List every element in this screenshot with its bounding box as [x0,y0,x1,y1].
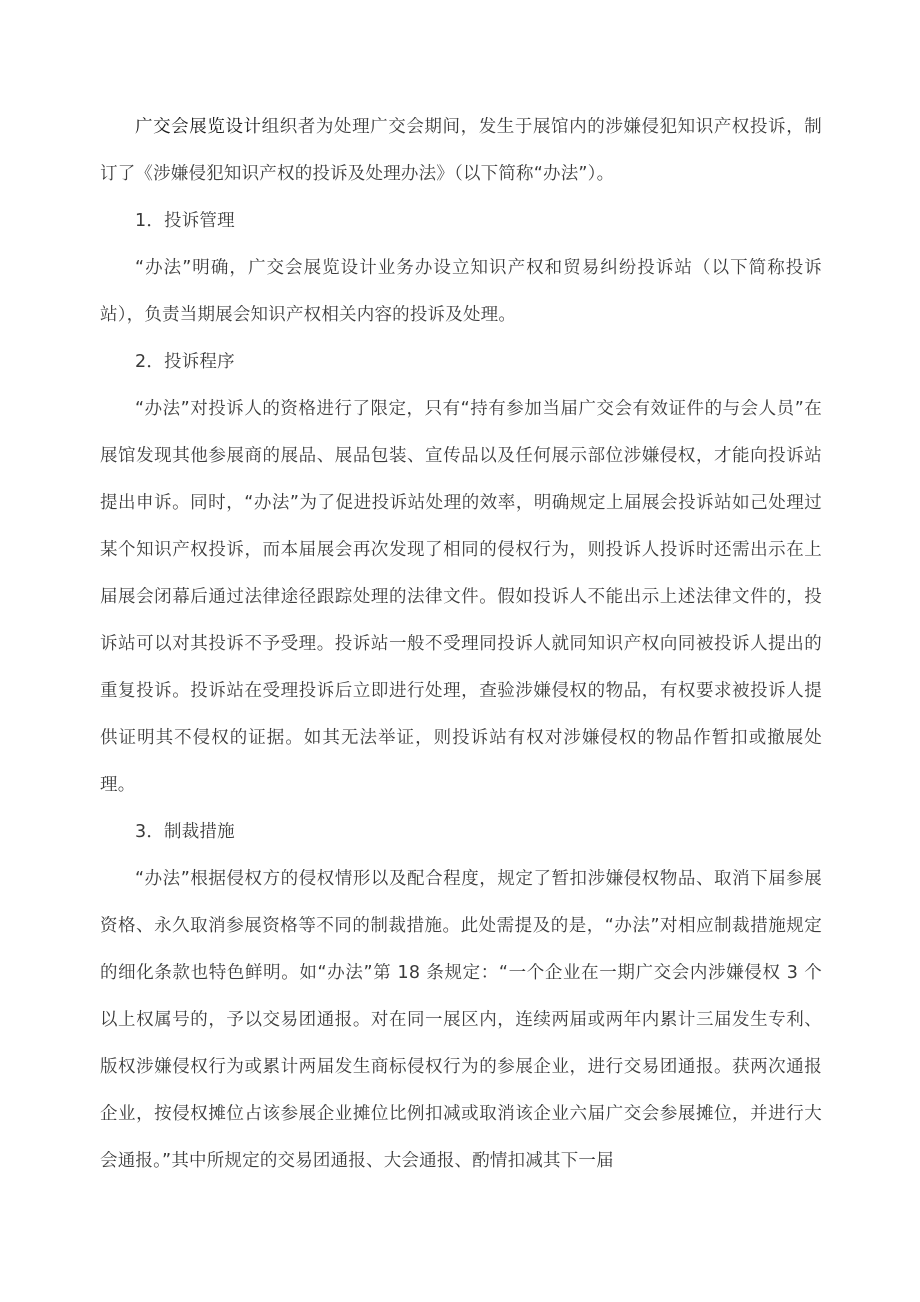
section-paragraph: “办法”根据侵权方的侵权情形以及配合程度，规定了暂扣涉嫌侵权物品、取消下届参展资格、永久取消参展资格等不同的制裁措施。此处需提及的是，“办法”对相应制裁措施规定的细化条款也特色鲜明。如“办法”第 18 条规定：“一个企业在一期广交会内涉嫌侵权 3 个以上权属号的，予以交易团通报。对在同一展区内，连续两届或两年内累计三届发生专利、版权涉嫌侵权行为或累计两届发生商标侵权行为的参展企业，进行交易团通报。获两次通报企业，按侵权摊位占该参展企业摊位比例扣减或取消该企业六届广交会参展摊位，并进行大会通报。”其中所规定的交易团通报、大会通报、酌情扣减其下一届 [100,869,822,1171]
section-paragraph: “办法”明确，广交会展览设计业务办设立知识产权和贸易纠纷投诉站（以下简称投诉站），负责当期展会知识产权相关内容的投诉及处理。 [100,258,822,325]
section-heading: 2．投诉程序 [135,352,235,372]
intro-text: 组织者为处理广交会期间，发生于展馆内的涉嫌侵犯知识产权投诉，制订了《涉嫌侵犯知识产权的投诉及处理办法》（以下简称“办法”）。 [100,117,822,184]
section-heading: 1．投诉管理 [135,211,235,231]
section-heading: 3．制裁措施 [135,822,235,842]
intro-paragraph [100,104,822,198]
document-body [100,104,822,1185]
section-paragraph: “办法”对投诉人的资格进行了限定，只有“持有参加当届广交会有效证件的与会人员”在展馆发现其他参展商的展品、展品包装、宣传品以及任何展示部位涉嫌侵权，才能向投诉站提出申诉。同时，“办法”为了促进投诉站处理的效率，明确规定上届展会投诉站如己处理过某个知识产权投诉，而本届展会再次发现了相同的侵权行为，则投诉人投诉时还需出示在上届展会闭幕后通过法律途径跟踪处理的法律文件。假如投诉人不能出示上述法律文件的，投诉站可以对其投诉不予受理。投诉站一般不受理同投诉人就同知识产权向同被投诉人提出的重复投诉。投诉站在受理投诉后立即进行处理，查验涉嫌侵权的物品，有权要求被投诉人提供证明其不侵权的证据。如其无法举证，则投诉站有权对涉嫌侵权的物品作暂扣或撤展处理。 [100,399,822,795]
intro-link-text[interactable]: 广交会展览设计 [135,117,262,137]
